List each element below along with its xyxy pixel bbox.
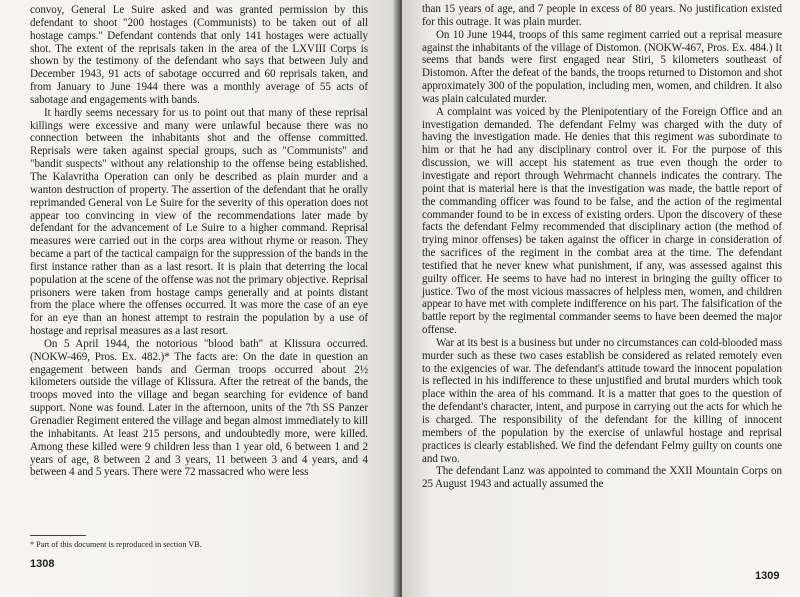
left-page-text [30, 4, 368, 479]
paragraph: War at its best is a business but under no circumstances can cold-blooded mass murder such as these two cases establish be considered as related remotely even to the exigencies of war. The defendant's attitude toward the innocent population is reflected in his indifference to these unjustified and brutal murders which took place within the area of his command. It is a matter that goes to the question of the defendant's character, intent, and purpose in carrying out the acts for which he is charged. The responsibility of the defendant for the killing of innocent members of the population by the exercise of unlawful hostage and reprisal practices is clearly established. We find the defendant Felmy guilty on counts one and two. [422, 336, 782, 465]
paragraph: It hardly seems necessary for us to point out that many of these reprisal killings were excessive and many were unlawful because there was no connection between the inhabitants shot and the offense committed. Reprisals were taken against special groups, such as "Communists" and "bandit suspects" without any relationship to the offense being established. The Kalavritha Operation can only be described as plain murder and a wanton destruction of property. The assertion of the defendant that he orally reprimanded General von Le Suire for the severity of this operation does not appear too convincing in view of the recommendations later made by defendant for the advancement of Le Suire to a higher command. Reprisal measures were carried out in the corps area without rhyme or reason. They became a part of the tactical campaign for the suppression of the bands in the first instance rather than as a last resort. It is plain that deterring the local population at the scene of the offense was not the primary objective. Reprisal prisoners were taken from hostage camps generally and at points distant from the place where the offenses occurred. It was more the case of an eye for an eye than an honest attempt to restrain the population by a use of hostage and reprisal measures as a last resort. [30, 106, 368, 338]
paragraph: On 5 April 1944, the notorious "blood bath" at Klissura occurred. (NOKW-469, Pros. Ex. 482.)* The facts are: On the date in question an engagement between bands and German troops occurred about 2½ kilometers outside the village of Klissura. After the retreat of the bands, the troops moved into the village and began searching for evidence of band support. None was found. Later in the afternoon, units of the 7th SS Panzer Grenadier Regiment entered the village and began almost immediately to kill the inhabitants. At least 215 persons, and undoubtedly more, were killed. Among these killed were 9 children less than 1 year old, 6 between 1 and 2 years of age, 8 between 2 and 3 years, 11 between 3 and 4 years, and 4 between 4 and 5 years. There were 72 massacred who were less [30, 337, 368, 479]
paragraph: A complaint was voiced by the Plenipotentiary of the Foreign Office and an investigation demanded. The defendant Felmy was charged with the duty of having the investigation made. He denies that this regiment was subordinate to him or that he had any disciplinary control over it. For the purpose of this discussion, we will accept his statement as true even though the order to investigate and report through Wehrmacht channels indicates the contrary. The point that is material here is that the investigation was made, the battle report of the commanding officer was found to be false, and the action of the regimental commander found to be in excess of existing orders. Upon the discovery of these facts the defendant Felmy recommended that disciplinary action (the method of trying minor offenses) be taken against the officer in charge in consideration of the sacrifices of the regiment in the combat area at the time. The defendant testified that he never knew what punishment, if any, was assessed against this guilty officer. He seems to have had no interest in bringing the guilty officer to justice. Two of the most vicious massacres of helpless men, women, and children appear to have met with complete indifference on his part. The falsification of the battle report by the regimental commander seems to have been deemed the major offense. [422, 105, 782, 337]
paragraph: convoy, General Le Suire asked and was granted permission by this defendant to shoot "200 hostages (Communists) to be taken out of all hostage camps." Defendant contends that only 141 hostages were actually shot. The extent of the reprisals taken in the area of the LXVIII Corps is shown by the testimony of the defendant who says that between July and December 1943, 91 acts of sabotage occurred and 60 reprisals taken, and from January to June 1944 there was a monthly average of 55 acts of sabotage and engagements with bands. [30, 4, 368, 106]
paragraph: than 15 years of age, and 7 people in excess of 80 years. No justification existed for this outrage. It was plain murder. [422, 3, 782, 28]
right-page-text [422, 3, 782, 491]
footnote-rule [30, 535, 86, 536]
right-page [402, 0, 800, 597]
footnote: * Part of this document is reproduced in section VB. [30, 540, 202, 549]
paragraph: On 10 June 1944, troops of this same regiment carried out a reprisal measure against the inhabitants of the village of Distomon. (NOKW-467, Pros. Ex. 484.) It seems that bands were first engaged near Stiri, 5 kilometers southeast of Distomon. After the defeat of the bands, the troops returned to Distomon and shot approximately 300 of the population, including men, women, and children. It also was plain calculated murder. [422, 28, 782, 105]
page-number: 1309 [755, 570, 780, 582]
page-number: 1308 [30, 558, 55, 570]
paragraph: The defendant Lanz was appointed to command the XXII Mountain Corps on 25 August 1943 and actually assumed the [422, 465, 782, 491]
left-page [0, 0, 398, 597]
